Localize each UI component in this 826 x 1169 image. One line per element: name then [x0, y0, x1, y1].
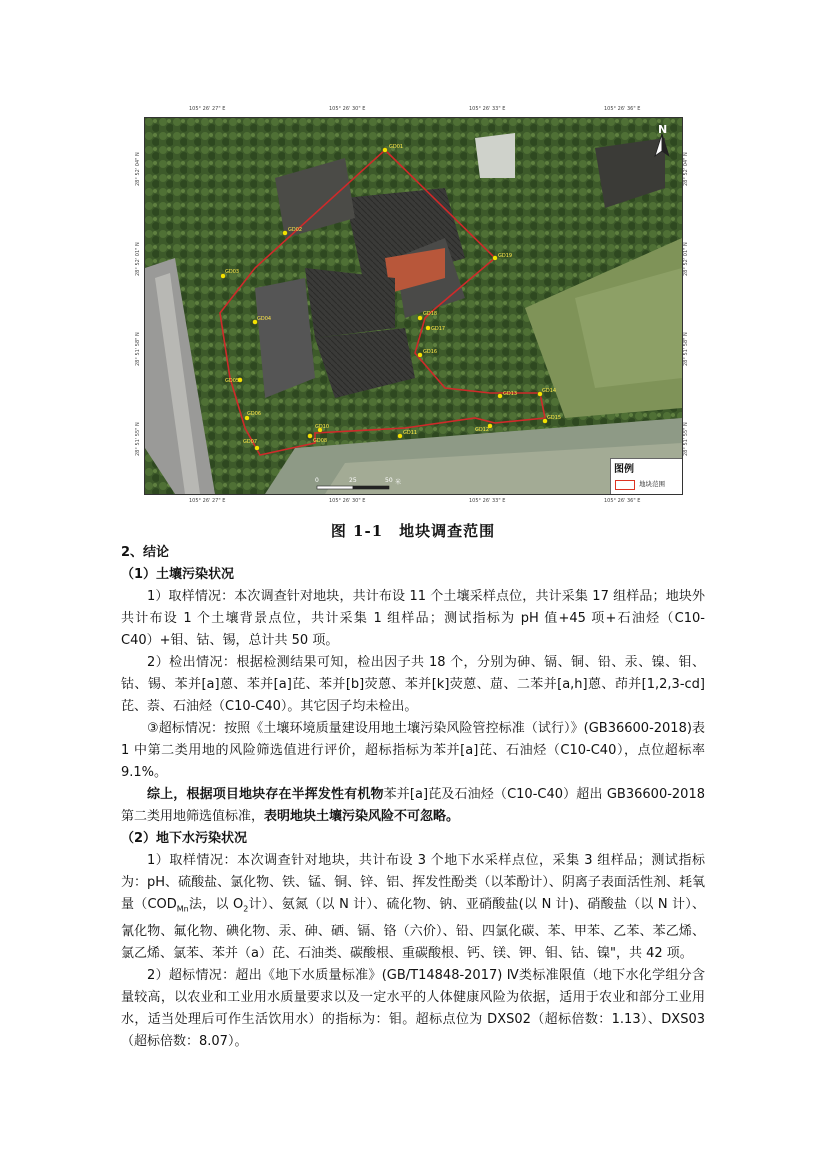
north-label: N: [658, 123, 668, 136]
svg-text:GD08: GD08: [313, 438, 328, 444]
coord-top-1: 105° 26' 27" E: [189, 106, 226, 112]
summary-conclusion: 表明地块土壤污染风险不可忽略。: [264, 809, 460, 824]
svg-text:GD05: GD05: [225, 378, 240, 384]
paragraph-soil-exceedance: ③超标情况：按照《土壤环境质量建设用地土壤污染风险管控标准（试行）》(GB36600-2018)表 1 中第二类用地的风险筛选值进行评价，超标指标为苯并[a]芘、石油烃（C10-C40），点位超标率 9.1%。: [121, 721, 705, 780]
coord-right-1: 28° 52' 04" N: [683, 152, 689, 186]
subsection-heading-groundwater: （2）地下水污染状况: [121, 831, 248, 846]
scale-end: 50: [385, 477, 393, 484]
svg-text:GD17: GD17: [431, 326, 446, 332]
coord-top-4: 105° 26' 36" E: [604, 106, 641, 112]
gw-sub-mn: Mn: [176, 904, 189, 914]
coord-bottom-3: 105° 26' 33" E: [469, 498, 506, 504]
coord-bottom-2: 105° 26' 30" E: [329, 498, 366, 504]
svg-text:GD04: GD04: [257, 316, 272, 322]
svg-text:GD12: GD12: [475, 427, 490, 433]
svg-text:GD16: GD16: [423, 349, 438, 355]
coord-left-4: 28° 51' 55" N: [135, 422, 141, 456]
scale-mid: 25: [349, 477, 357, 484]
paragraph-soil-summary: [121, 784, 705, 828]
summary-lead: 综上，根据项目地块存在半挥发性有机物: [147, 787, 384, 802]
svg-text:GD15: GD15: [547, 415, 562, 421]
svg-text:GD18: GD18: [423, 311, 438, 317]
document-body: [121, 542, 705, 1053]
svg-text:GD02: GD02: [288, 227, 303, 233]
coord-top-3: 105° 26' 33" E: [469, 106, 506, 112]
coord-bottom-1: 105° 26' 27" E: [189, 498, 226, 504]
svg-text:GD14: GD14: [542, 388, 557, 394]
gw-text-a: 1）取样情况：本次调查针对地块，共计布设 3 个地下水采样点位，采集 3 组样品；测试指标为：pH、硫酸盐、氯化物、铁、锰、铜、锌、铝、挥发性酚类（以苯酚计）、阴离子表面活性剂、耗氧量（COD: [121, 853, 705, 912]
svg-text:GD03: GD03: [225, 269, 240, 275]
figure-caption: 图 1-1 地块调查范围: [330, 522, 496, 540]
svg-text:GD19: GD19: [498, 253, 513, 259]
gw-sub-2: 2: [243, 904, 249, 914]
site-map: [134, 106, 692, 506]
section-heading: 2、结论: [121, 545, 170, 560]
coord-left-1: 28° 52' 04" N: [135, 152, 141, 186]
legend-boundary-swatch: [615, 480, 635, 490]
legend-title: 图例: [614, 464, 634, 475]
coord-left-3: 28° 51' 58" N: [135, 332, 141, 366]
coord-right-3: 28° 51' 58" N: [683, 332, 689, 366]
scale-bar: [315, 476, 415, 495]
svg-text:GD11: GD11: [403, 430, 418, 436]
satellite-image: [144, 117, 683, 495]
map-legend: [610, 458, 683, 495]
scale-unit: 米: [395, 479, 402, 486]
svg-text:GD01: GD01: [389, 144, 404, 150]
summary-middle: 苯并[a]芘及石油烃（C10-C40）超出 GB36600-2018 第二类用地筛选值标准，: [121, 787, 705, 824]
paragraph-gw-exceedance: 2）超标情况：超出《地下水质量标准》(GB/T14848-2017) Ⅳ类标准限值（地下水化学组分含量较高，以农业和工业用水质量要求以及一定水平的人体健康风险为依据，适用于农业和部分工业用水，适当处理后可作生活饮用水）的指标为：钼。超标点位为 DXS02（超标倍数：1.13）、DXS03（超标倍数：8.07）。: [121, 967, 705, 1049]
coord-right-4: 28° 51' 55" N: [683, 422, 689, 456]
coord-top-2: 105° 26' 30" E: [329, 106, 366, 112]
coord-right-2: 28° 52' 01" N: [683, 242, 689, 276]
coord-bottom-4: 105° 26' 36" E: [604, 498, 641, 504]
svg-text:GD13: GD13: [503, 391, 518, 397]
gw-text-b: 法，以 O: [188, 897, 244, 912]
svg-text:GD10: GD10: [315, 424, 330, 430]
coord-left-2: 28° 52' 01" N: [135, 242, 141, 276]
legend-label: 地块范围: [639, 480, 665, 488]
scale-zero: 0: [315, 477, 319, 484]
svg-text:GD07: GD07: [243, 439, 258, 445]
svg-text:GD06: GD06: [247, 411, 262, 417]
paragraph-gw-sampling: [121, 850, 705, 965]
paragraph-soil-sampling: 1）取样情况：本次调查针对地块，共计布设 11 个土壤采样点位，共计采集 17 组样品；地块外共计布设 1 个土壤背景点位，共计采集 1 组样品；测试指标为 pH 值+45 项+石油烃（C10-C40）+钼、钴、锡，总计共 50 项。: [121, 589, 705, 648]
paragraph-soil-detection: 2）检出情况：根据检测结果可知，检出因子共 18 个，分别为砷、镉、铜、铅、汞、镍、钼、钴、锡、苯并[a]蒽、苯并[a]芘、苯并[b]荧蒽、苯并[k]荧蒽、䓛、二苯并[a,h]蒽、茚并[1,2,3-cd]芘、萘、石油烃（C10-C40）。其它因子均未检出。: [121, 655, 705, 714]
gw-text-c: 计）、氨氮（以 N 计）、硫化物、钠、亚硝酸盐(以 N 计)、硝酸盐（以 N 计）、氰化物、氟化物、碘化物、汞、砷、硒、镉、铬（六价）、铅、四氯化碳、苯、甲苯、乙苯、苯乙烯、氯乙烯、氯苯、苯并（a）芘、石油类、碳酸根、重碳酸根、钙、镁、钾、钼、钴、镍"，共 42 项。: [121, 897, 705, 961]
subsection-heading-soil: （1）土壤污染状况: [121, 567, 235, 582]
